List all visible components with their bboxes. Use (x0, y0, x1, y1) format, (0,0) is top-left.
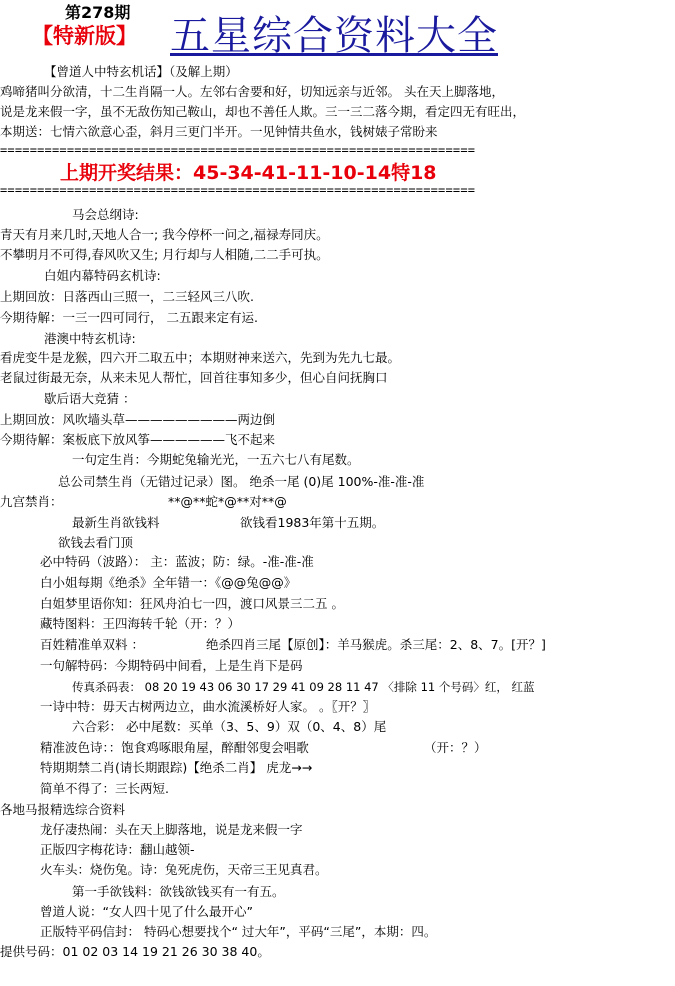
text-line: 火车头：烧伤兔。诗：兔死虎伤，天帝三王见真君。 (40, 862, 328, 877)
text-line: 一句解特码：今期特码中间看，上是生肖下是码 (40, 658, 303, 673)
text-line: 传真杀码表： 08 20 19 43 06 30 17 29 41 09 28 11 47 〈排除 11 个号码〉红， 红蓝 (72, 680, 535, 694)
poem-line: 鸡啼猪叫分欲清，十二生肖隔一人。左邻右舍要和好，切知远亲与近邻。 头在天上脚落地， (0, 84, 504, 99)
section-heading: 各地马报精选综合资料 (0, 802, 126, 817)
text-line: 六合彩： 必中尾数：买单（3、5、9）双（0、4、8）尾 (72, 719, 387, 734)
separator: ================================================================ (0, 143, 476, 157)
text-line: 白姐梦里语你知：狂风舟泊七一四，渡口风景三二五 。 (40, 596, 344, 611)
text-line: 一诗中特：毋天古树两边立，曲水流溪桥好人家。 。〖开？〗 (40, 699, 376, 714)
text-line: 正版特平码信封： 特码心想要找个“ 过大年”，平码“三尾”，本期：四。 (40, 924, 437, 939)
text-line: 第一手欲钱料：欲钱欲钱买有一有五。 (72, 884, 285, 899)
last-draw-result: 上期开奖结果：45-34-41-11-10-14特18 (60, 162, 437, 184)
section-heading: 歇后语大竞猜 ： (44, 391, 136, 406)
text-line: 欲钱看1983年第十五期。 (240, 515, 385, 530)
text-line: 精准波色诗：：饱食鸡啄眼角屋，醉酣邻叟会唱歌 (40, 740, 309, 755)
text-line: 总公司禁生肖（无错过记录）图。 绝杀一尾 (0)尾 100%-准-准-准 (58, 474, 425, 489)
text-line: 上期回放：日落西山三照一，二三轻风三八吹. (0, 289, 254, 304)
section-heading: 马会总纲诗: (72, 207, 139, 222)
section-heading: 港澳中特玄机诗: (44, 331, 136, 346)
poem-line: 青天有月来几时,天地人合一; 我今停杯一问之,福禄寿同庆。 (0, 227, 329, 242)
section-heading: 白姐内幕特码玄机诗: (44, 268, 161, 283)
text-line: 一句定生肖：今期蛇兔输光光，一五六七八有尾数。 (72, 452, 360, 467)
poem-heading: 【曾道人中特玄机话】（及解上期） (44, 64, 238, 79)
issue-number: 第278期 (65, 3, 131, 22)
text-line: 九宫禁肖： (0, 494, 63, 509)
text-line: （开：？） (424, 740, 487, 755)
edition-badge: 【特新版】 (32, 24, 137, 48)
text-line: 藏特图料：王四海转千轮（开：？） (40, 616, 241, 631)
text-line: 提供号码：01 02 03 14 19 21 26 30 38 40。 (0, 944, 270, 959)
text-line: 百姓精准单双料 ： (40, 637, 144, 652)
poem-line: 不攀明月不可得,春风吹又生; 月行却与人相随,二二手可执。 (0, 247, 329, 262)
text-line: 今期待解：一三一四可同行， 二五跟来定有运. (0, 310, 258, 325)
text-line: 最新生肖欲钱料 (72, 515, 160, 530)
separator: ================================================================ (0, 183, 476, 197)
text-line: 必中特码（波路）： 主：蓝波；防：绿。-准-准-准 (40, 554, 314, 569)
text-line: 绝杀四肖三尾【原创】：羊马猴虎。杀三尾：2、8、7。[开？] (206, 637, 546, 652)
text-line: 上期回放：风吹墙头草—————————两边倒 (0, 412, 276, 427)
text-line: 今期待解：案板底下放风筝——————飞不起来 (0, 432, 276, 447)
text-line: 老鼠过街最无奈，从来未见人帮忙，回首往事知多少，但心自问抚胸口 (0, 370, 388, 385)
text-line: 欲钱去看门顶 (58, 535, 134, 550)
text-line: 龙仔凄热闹：头在天上脚落地，说是龙来假一字 (40, 822, 303, 837)
text-line: 简单不得了：三长两短. (40, 781, 169, 796)
text-line: 白小姐每期《绝杀》全年错一：《@@兔@@》 (40, 575, 297, 590)
poem-line: 说是龙来假一字，虽不无敌伤知己鞍山，却也不善任人欺。三一三二落今期，看定四无有旺出， (0, 104, 526, 119)
poem-line: 本期送：七情六欲意心歪，斜月三更门半开。一见钟情共鱼水，钱树婊子常盼来 (0, 124, 438, 139)
text-line: 特期期禁二肖(请长期跟踪)【绝杀二肖】 虎龙→→ (40, 760, 313, 775)
text-line: 曾道人说：“女人四十见了什么最开心” (40, 904, 253, 919)
text-line: **@**蛇*@**对**@ (168, 494, 287, 509)
text-line: 正版四字梅花诗：翻山越领- (40, 842, 195, 857)
text-line: 看虎变牛是龙猴，四六开二取五中；本期财神来送六，先到为先九七最。 (0, 350, 401, 365)
page-title: 五星综合资料大全 (170, 13, 498, 59)
